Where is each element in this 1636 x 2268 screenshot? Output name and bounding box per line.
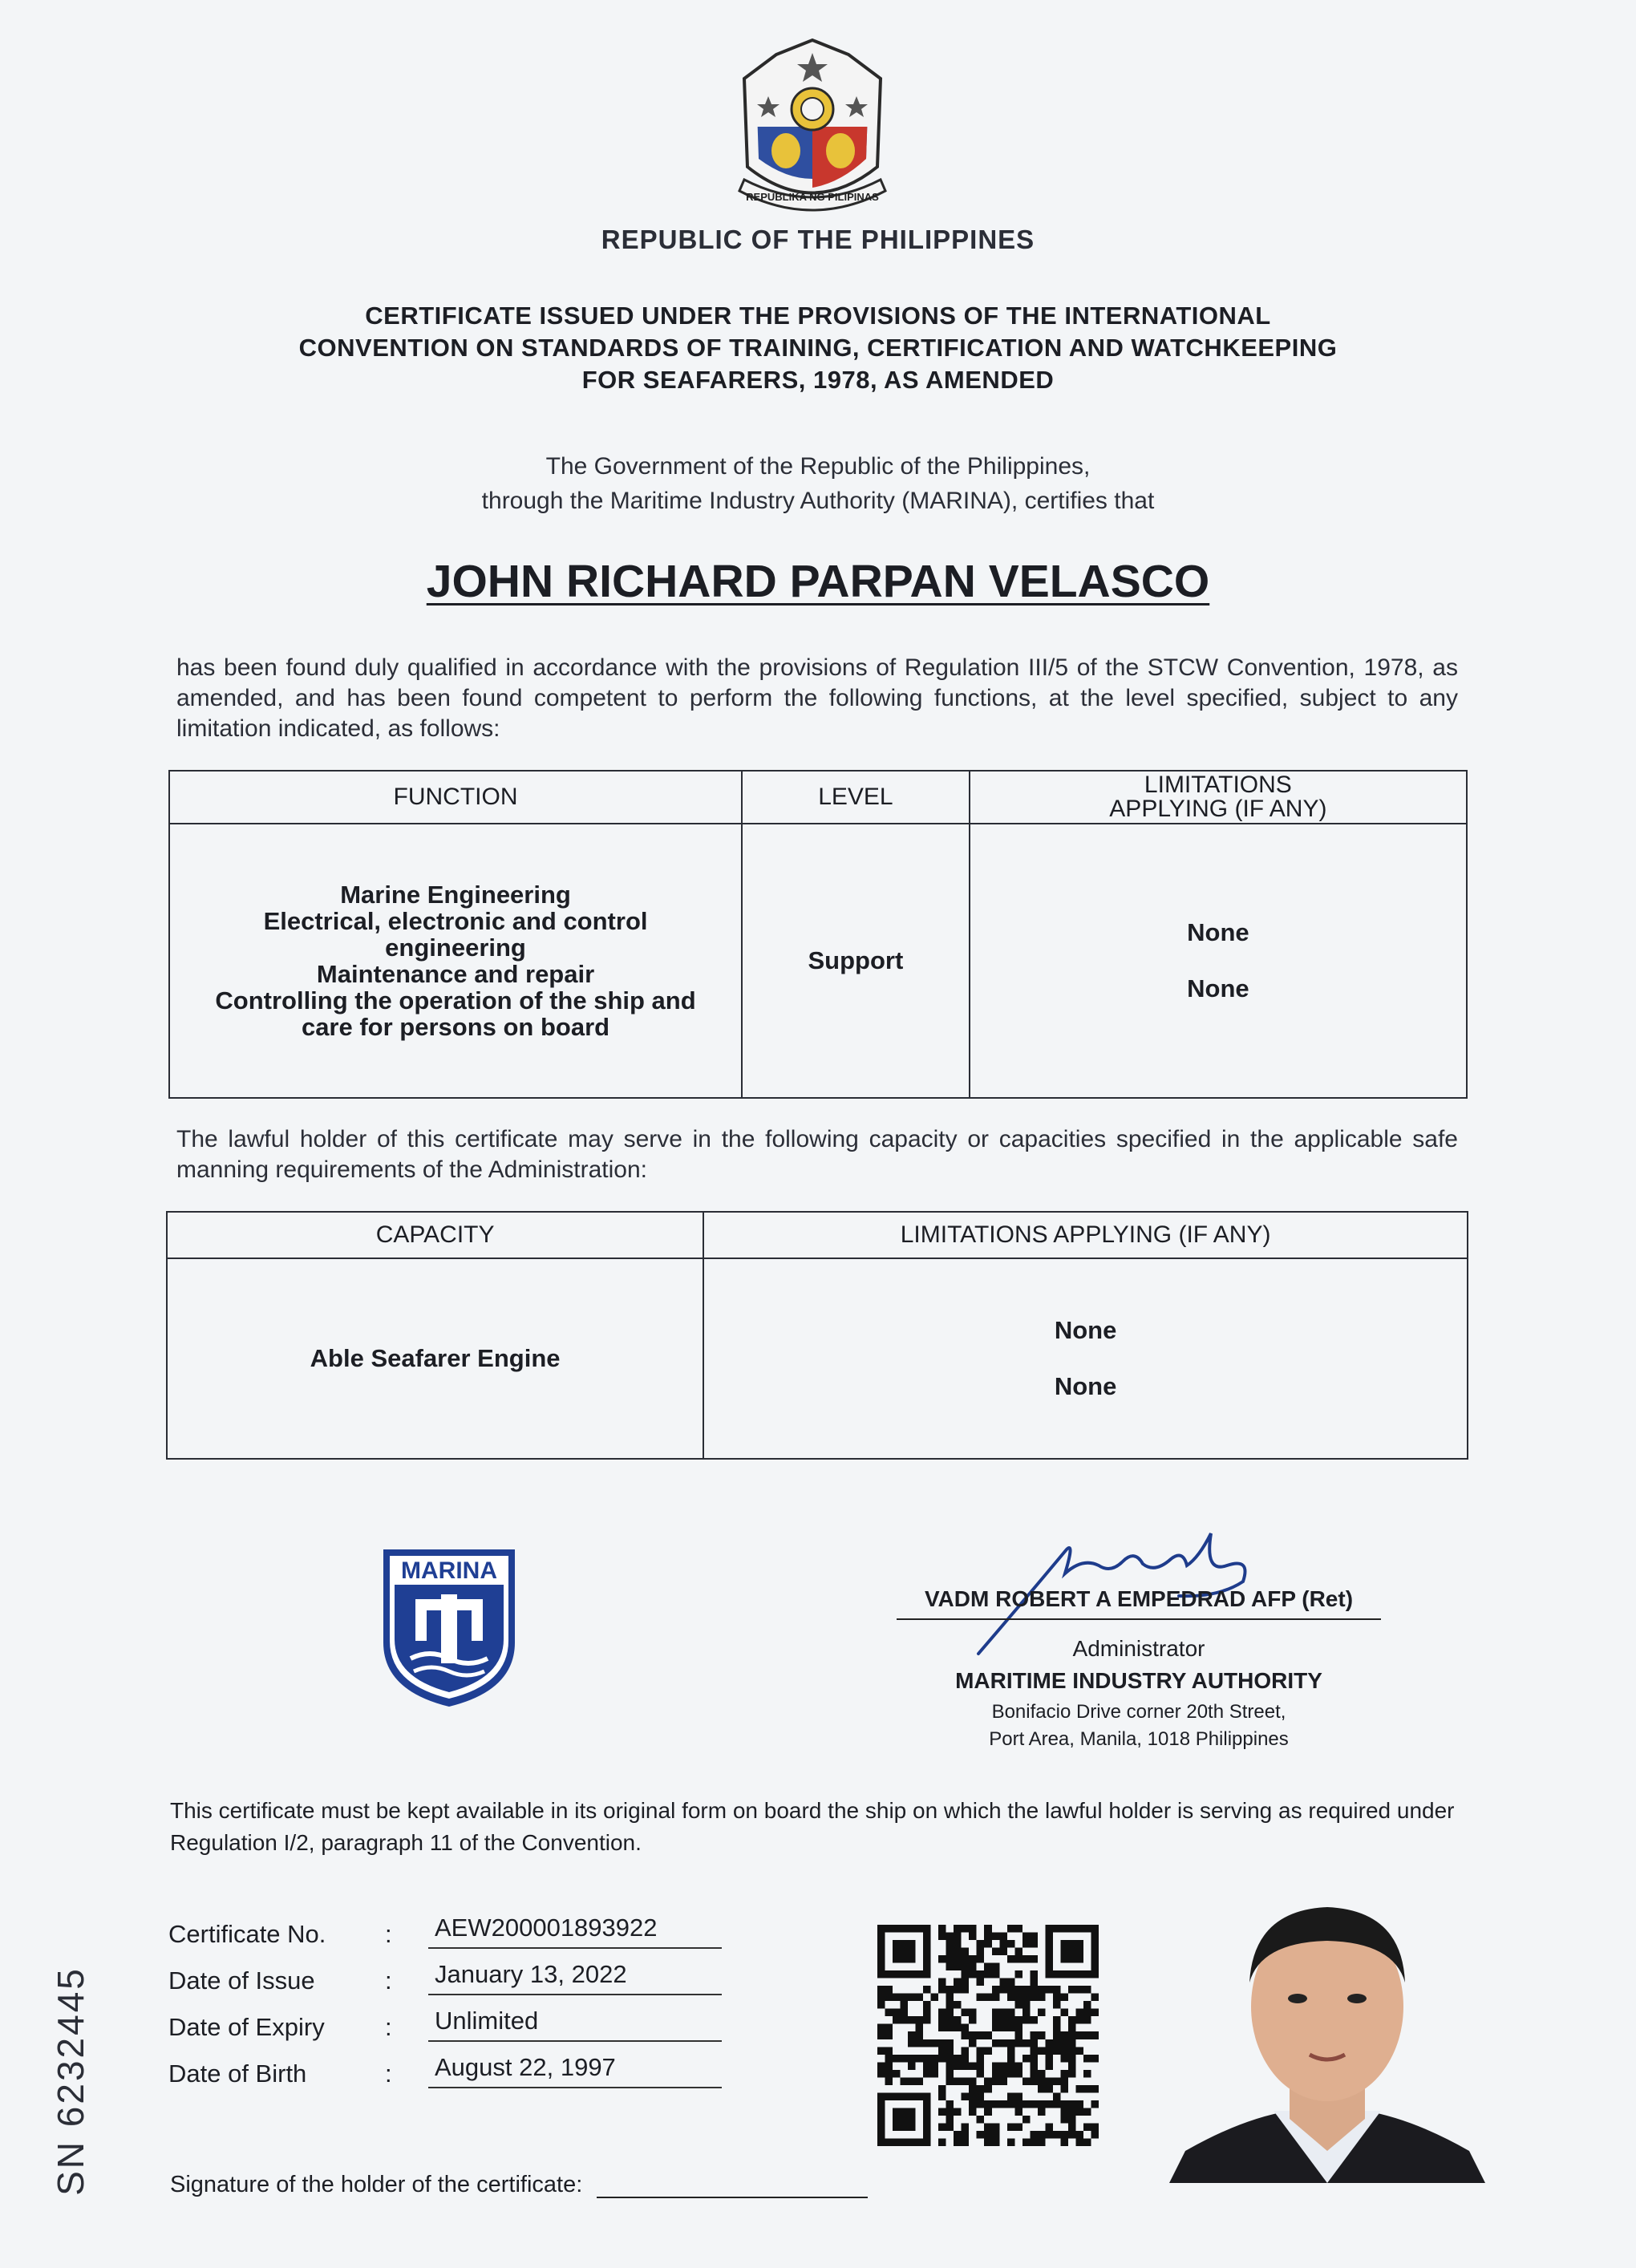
detail-row: Date of Issue : January 13, 2022 (168, 1949, 722, 1995)
capacity-table (166, 1211, 1468, 1460)
keep-onboard-notice: This certificate must be kept available in its original form on board the ship on which the lawful holder is serving as required under Regulation I/2, paragraph 11 of the Convention. (170, 1798, 1455, 1855)
detail-row: Date of Expiry : Unlimited (168, 1995, 722, 2042)
date-of-issue-label: Date of Issue (168, 1966, 315, 1995)
signatory-title: Administrator (1072, 1636, 1205, 1661)
certificate-number-label: Certificate No. (168, 1920, 326, 1948)
heading-line: CONVENTION ON STANDARDS OF TRAINING, CERTIFICATION AND WATCHKEEPING (298, 334, 1338, 362)
capacity-statement: The lawful holder of this certificate may serve in the following capacity or capacities specified in the applicable safe manning requirements of the Administration: (176, 1126, 1458, 1183)
intro-line: The Government of the Republic of the Philippines, (545, 453, 1091, 480)
certificate-details (168, 1902, 722, 2088)
level-cell: Support (742, 824, 970, 1098)
certification-intro (241, 449, 1395, 518)
detail-row: Certificate No. : AEW200001893922 (168, 1902, 722, 1949)
holder-signature-line (597, 2177, 868, 2198)
capacity-header: CAPACITY (167, 1212, 703, 1258)
qualification-statement: has been found duly qualified in accordance with the provisions of Regulation III/5 of the STCW Convention, 1978, as amended, and has been found competent to perform the following functions, at the level specified, subject to any limitation indicated, as follows: (176, 654, 1458, 742)
marina-logo (379, 1546, 520, 1710)
intro-line: through the Maritime Industry Authority (MARINA), certifies that (481, 488, 1155, 514)
table-row (167, 1258, 1468, 1459)
svg-text:REPUBLIKA NG PILIPINAS: REPUBLIKA NG PILIPINAS (746, 191, 879, 203)
function-header: FUNCTION (169, 771, 742, 824)
certificate-number-value: AEW200001893922 (428, 1914, 722, 1949)
table-header-row (167, 1212, 1468, 1258)
signatory-address: Bonifacio Drive corner 20th Street, Port Area, Manila, 1018 Philippines (989, 1701, 1289, 1750)
holder-signature-field (170, 2172, 868, 2198)
signatory-organization: MARITIME INDUSTRY AUTHORITY (955, 1668, 1322, 1693)
table-row (169, 824, 1467, 1098)
heading-line: FOR SEAFARERS, 1978, AS AMENDED (581, 366, 1055, 394)
svg-text:MARINA: MARINA (401, 1557, 497, 1584)
limitations-cell: None None (703, 1258, 1468, 1459)
function-cell: Marine Engineering Electrical, electronic and control engineering Maintenance and repair Controlling the operation of the ship and care for persons on board (169, 824, 742, 1098)
philippine-seal-icon (728, 30, 897, 217)
holder-photo (1169, 1886, 1485, 2183)
date-of-expiry-label: Date of Expiry (168, 2013, 325, 2041)
limitations-header: LIMITATIONS APPLYING (IF ANY) (703, 1212, 1468, 1258)
functions-table (168, 770, 1468, 1099)
limitations-header: LIMITATIONS APPLYING (IF ANY) (970, 771, 1467, 824)
capacity-cell: Able Seafarer Engine (167, 1258, 703, 1459)
table-header-row (169, 771, 1467, 824)
date-of-birth-value: August 22, 1997 (428, 2053, 722, 2088)
holder-name: JOHN RICHARD PARPAN VELASCO (426, 556, 1210, 607)
signatory-name: VADM ROBERT A EMPEDRAD AFP (Ret) (897, 1586, 1381, 1620)
qr-code-icon (877, 1925, 1099, 2146)
country-title: REPUBLIC OF THE PHILIPPINES (601, 225, 1035, 254)
detail-row: Date of Birth : August 22, 1997 (168, 2042, 722, 2088)
level-header: LEVEL (742, 771, 970, 824)
serial-number: SN 6232445 (50, 1966, 91, 2196)
date-of-expiry-value: Unlimited (428, 2007, 722, 2042)
certificate-heading (200, 300, 1436, 396)
limitations-cell: None None (970, 824, 1467, 1098)
date-of-issue-value: January 13, 2022 (428, 1960, 722, 1995)
holder-signature-label: Signature of the holder of the certificate: (170, 2172, 583, 2197)
heading-line: CERTIFICATE ISSUED UNDER THE PROVISIONS OF THE INTERNATIONAL (365, 302, 1271, 330)
date-of-birth-label: Date of Birth (168, 2059, 307, 2088)
